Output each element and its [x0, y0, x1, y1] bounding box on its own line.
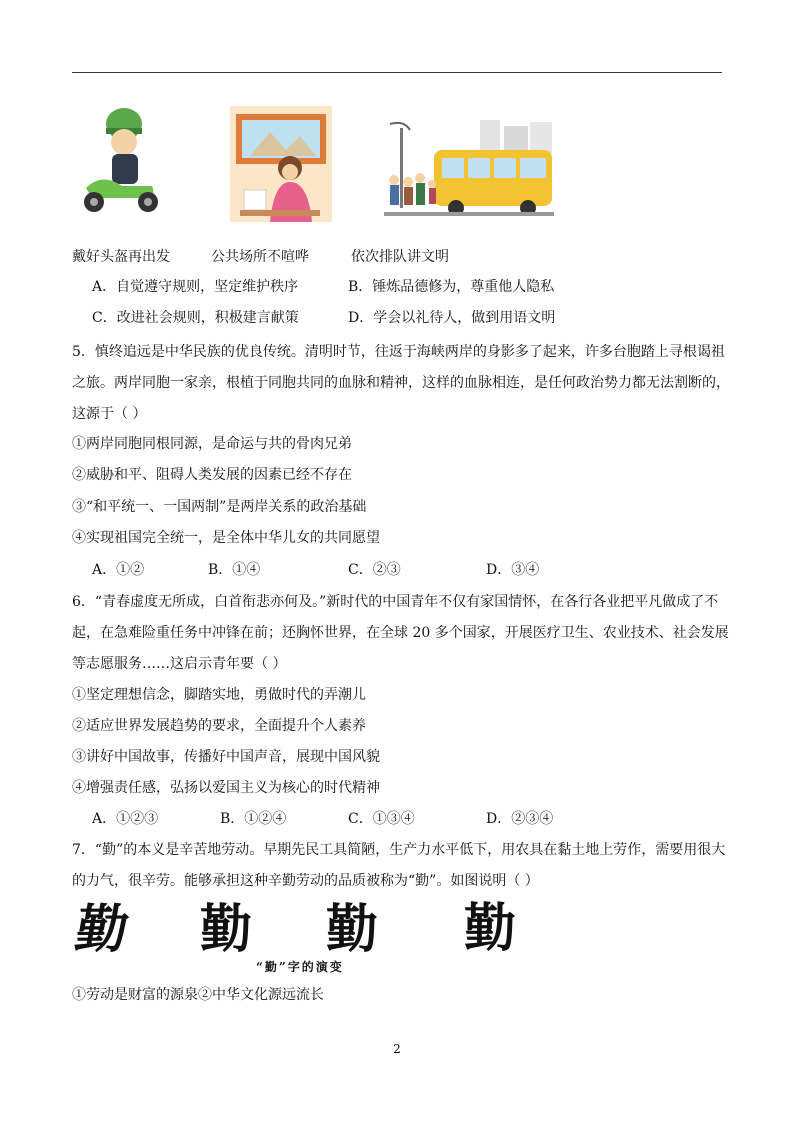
q4-option-b: B．锤炼品德修为，尊重他人隐私 [348, 279, 555, 295]
q5-item-1: ①两岸同胞同根同源，是命运与共的骨肉兄弟 [72, 436, 352, 452]
helmet-scooter-illustration [72, 102, 170, 218]
q6-option-a: A．①②③ [92, 811, 159, 827]
header-rule [72, 72, 722, 73]
q4-option-d: D．学会以礼待人，做到用语文明 [348, 310, 556, 326]
q5-option-b: B．①④ [208, 562, 261, 578]
q7-stem-line-1: 7．“勤”的本义是辛苦地劳动。早期先民工具简陋，生产力水平低下，用农具在黏土地上劳作，需要用很大 [72, 842, 726, 858]
evolution-char-clerical: 勤 [200, 899, 253, 960]
evolution-char-seal: 勤 [70, 900, 134, 960]
caption-helmet: 戴好头盔再出发 [72, 249, 170, 265]
q6-stem-line-3: 等志愿服务……这启示青年要（ ） [72, 656, 287, 672]
q6-option-b: B．①②④ [220, 811, 287, 827]
q5-option-d: D．③④ [486, 562, 540, 578]
page-number: 2 [393, 1042, 401, 1056]
q6-stem-line-2: 起，在急难险重任务中冲锋在前；还胸怀世界，在全球 20 多个国家，开展医疗卫生、农业技术、社会发展 [72, 625, 729, 641]
evolution-caption: “勤”字的演变 [256, 960, 344, 974]
q5-item-4: ④实现祖国完全统一，是全体中华儿女的共同愿望 [72, 530, 380, 546]
evolution-char-modern: 勤 [464, 901, 517, 958]
q5-stem-line-2: 之旅。两岸同胞一家亲，根植于同胞共同的血脉和精神，这样的血脉相连，是任何政治势力都无法割断的， [72, 375, 730, 391]
queue-bus-illustration [380, 120, 558, 224]
q5-option-a: A．①② [92, 562, 145, 578]
q5-stem-line-1: 5．慎终追远是中华民族的优良传统。清明时节，往返于海峡两岸的身影多了起来，许多台胞踏上寻根谒祖 [72, 344, 725, 360]
q5-item-3: ③“和平统一、一国两制”是两岸关系的政治基础 [72, 499, 367, 515]
caption-quiet: 公共场所不喧哗 [211, 249, 309, 265]
q7-items-line: ①劳动是财富的源泉②中华文化源远流长 [72, 987, 324, 1003]
public-place-quiet-illustration [230, 106, 332, 222]
evolution-char-regular: 勤 [326, 900, 379, 960]
q6-option-c: C．①③④ [348, 811, 415, 827]
q6-item-1: ①坚定理想信念，脚踏实地，勇做时代的弄潮儿 [72, 687, 366, 703]
caption-queue: 依次排队讲文明 [351, 249, 449, 265]
q6-option-d: D．②③④ [486, 811, 554, 827]
q4-option-c: C．改进社会规则，积极建言献策 [92, 310, 299, 326]
q6-item-2: ②适应世界发展趋势的要求，全面提升个人素养 [72, 718, 366, 734]
q5-option-c: C．②③ [348, 562, 401, 578]
q5-stem-line-3: 这源于（ ） [72, 406, 147, 422]
q6-stem-line-1: 6．“青春虚度无所成，白首衔悲亦何及。”新时代的中国青年不仅有家国情怀，在各行各业把平凡做成了不 [72, 594, 719, 610]
q6-item-4: ④增强责任感，弘扬以爱国主义为核心的时代精神 [72, 780, 380, 796]
q6-item-3: ③讲好中国故事，传播好中国声音，展现中国风貌 [72, 749, 380, 765]
q7-stem-line-2: 的力气，很辛劳。能够承担这种辛勤劳动的品质被称为“勤”。如图说明（ ） [72, 873, 539, 889]
q4-option-a: A．自觉遵守规则，坚定维护秩序 [92, 279, 299, 295]
q5-item-2: ②威胁和平、阻碍人类发展的因素已经不存在 [72, 467, 352, 483]
